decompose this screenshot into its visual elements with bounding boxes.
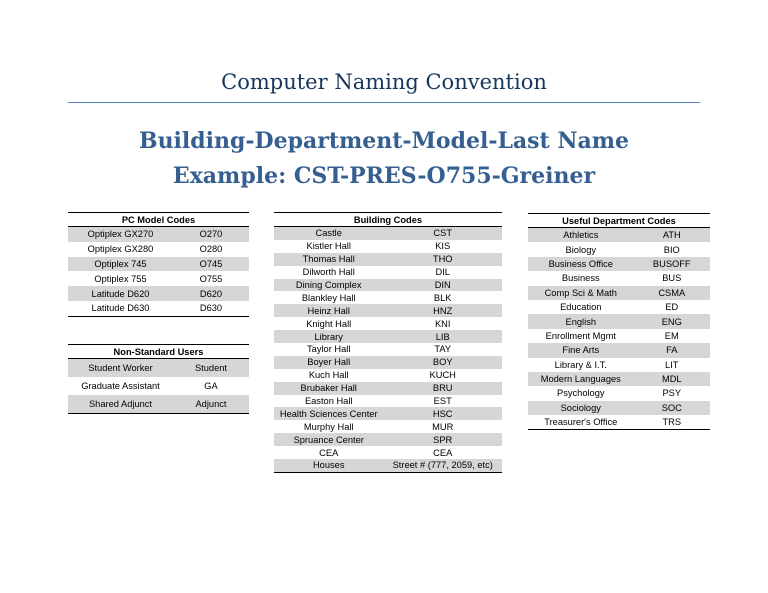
row-code: SPR <box>383 433 502 446</box>
row-code: O755 <box>199 273 223 284</box>
row-code: D630 <box>173 301 249 316</box>
row-code: LIB <box>383 330 502 343</box>
row-code: EM <box>664 330 679 341</box>
row-label: Psychology <box>557 388 605 399</box>
row-label: Athletics <box>528 228 634 243</box>
row-label: Easton Hall <box>304 396 353 407</box>
row-code: THO <box>383 253 502 266</box>
row-label: Murphy Hall <box>303 421 354 432</box>
row-label: Optiplex 745 <box>68 257 173 272</box>
row-label: Boyer Hall <box>274 356 383 369</box>
row-label: Student Worker <box>68 359 173 378</box>
row-code: FA <box>634 343 710 357</box>
row-code: ATH <box>634 228 710 243</box>
row-label: Spruance Center <box>274 433 383 446</box>
table-header: Non-Standard Users <box>68 345 249 359</box>
row-label: Business <box>561 273 600 284</box>
row-label: Taylor Hall <box>307 344 351 355</box>
row-label: Fine Arts <box>528 343 634 357</box>
row-code: ENG <box>634 314 710 328</box>
row-code: BRU <box>383 382 502 395</box>
table-row <box>274 407 502 420</box>
table-row <box>528 358 710 372</box>
row-label: Thomas Hall <box>274 253 383 266</box>
table-row <box>68 301 249 316</box>
row-code: Adjunct <box>173 395 249 414</box>
table-row <box>274 446 502 459</box>
table-row <box>274 266 502 279</box>
row-label: CEA <box>319 447 339 458</box>
table-row <box>274 369 502 382</box>
table-row <box>528 286 710 300</box>
table-row <box>528 372 710 386</box>
table-row <box>528 228 710 243</box>
row-code: CST <box>383 227 502 240</box>
table-row <box>68 286 249 301</box>
row-label: Enrollment Mgmt <box>545 330 616 341</box>
table-row <box>528 343 710 357</box>
table-row <box>528 415 710 430</box>
table-row <box>68 227 249 242</box>
table-row <box>274 240 502 253</box>
row-code: D620 <box>173 286 249 301</box>
row-code: DIL <box>435 267 450 278</box>
row-label: Modern Languages <box>528 372 634 386</box>
row-code: EST <box>433 396 452 407</box>
table-row <box>274 382 502 395</box>
table-row <box>528 242 710 256</box>
row-code: BLK <box>433 292 452 303</box>
row-label: Comp Sci & Math <box>528 286 634 300</box>
table-row <box>68 271 249 286</box>
row-label: Graduate Assistant <box>81 381 160 391</box>
table-row <box>274 433 502 446</box>
row-label: Optiplex GX270 <box>68 227 173 242</box>
building-codes-table <box>274 212 502 473</box>
row-label: Castle <box>274 227 383 240</box>
row-code: KUCH <box>429 370 456 381</box>
row-label: Dilworth Hall <box>302 267 355 278</box>
row-code: Street # (777, 2059, etc) <box>383 459 502 472</box>
table-row <box>274 395 502 408</box>
row-code: HNZ <box>383 304 502 317</box>
table-row <box>528 386 710 400</box>
naming-example-heading: Example: CST-PRES-O755-Greiner <box>172 163 596 189</box>
row-code: BIO <box>663 244 680 255</box>
row-label: Houses <box>274 459 383 472</box>
table-row <box>68 359 249 378</box>
row-code: GA <box>204 381 218 391</box>
row-code: SOC <box>634 401 710 415</box>
table-row <box>274 304 502 317</box>
row-label: Treasurer's Office <box>528 415 634 430</box>
table-row <box>274 291 502 304</box>
row-label: Latitude D620 <box>68 286 173 301</box>
row-code: TAY <box>434 344 452 355</box>
table-row <box>274 279 502 292</box>
row-code: O745 <box>173 257 249 272</box>
table-row <box>274 330 502 343</box>
row-label: Business Office <box>528 257 634 271</box>
row-code: BUSOFF <box>634 257 710 271</box>
row-label: Dining Complex <box>274 279 383 292</box>
table-row <box>274 356 502 369</box>
row-label: Latitude D630 <box>68 301 173 316</box>
title-divider <box>68 102 700 103</box>
row-code: MDL <box>634 372 710 386</box>
table-row <box>528 271 710 285</box>
table-row <box>68 395 249 414</box>
row-code: CSMA <box>634 286 710 300</box>
row-label: Biology <box>565 244 597 255</box>
table-row <box>528 314 710 328</box>
row-code: O270 <box>173 227 249 242</box>
row-code: KNI <box>434 318 451 329</box>
row-label: Education <box>560 302 602 313</box>
table-row <box>68 257 249 272</box>
row-label: Optiplex GX280 <box>87 244 154 255</box>
table-row <box>274 227 502 240</box>
row-label: Blankley Hall <box>301 292 356 303</box>
table-row <box>528 401 710 415</box>
row-label: Shared Adjunct <box>68 395 173 414</box>
row-label: Library <box>274 330 383 343</box>
row-code: MUR <box>432 421 454 432</box>
naming-format-heading: Building-Department-Model-Last Name <box>138 128 630 154</box>
table-row <box>274 343 502 356</box>
row-label: Optiplex 755 <box>94 273 147 284</box>
table-row <box>528 329 710 343</box>
row-code: TRS <box>634 415 710 430</box>
row-code: KIS <box>435 241 451 252</box>
table-row <box>528 257 710 271</box>
department-codes-table <box>528 213 710 430</box>
row-label: Heinz Hall <box>274 304 383 317</box>
table-header: PC Model Codes <box>68 213 249 227</box>
row-label: Kuch Hall <box>308 370 349 381</box>
row-code: ED <box>665 302 679 313</box>
row-code: DIN <box>383 279 502 292</box>
row-label: Health Sciences Center <box>274 407 383 420</box>
row-label: Library & I.T. <box>554 359 607 370</box>
row-code: HSC <box>383 407 502 420</box>
table-header: Building Codes <box>274 213 502 227</box>
non-standard-users-table <box>68 344 249 414</box>
row-code: BUS <box>662 273 682 284</box>
table-row <box>68 242 249 257</box>
row-code: O280 <box>199 244 223 255</box>
row-code: LIT <box>665 359 679 370</box>
row-code: PSY <box>662 388 682 399</box>
table-row <box>274 317 502 330</box>
table-row <box>274 253 502 266</box>
row-label: English <box>528 314 634 328</box>
row-label: Kistler Hall <box>306 241 351 252</box>
row-label: Knight Hall <box>306 318 352 329</box>
document-title: Computer Naming Convention <box>221 70 547 94</box>
row-code: Student <box>173 359 249 378</box>
table-row <box>274 459 502 472</box>
table-row <box>274 420 502 433</box>
table-row <box>68 377 249 395</box>
row-label: Brubaker Hall <box>274 382 383 395</box>
row-label: Sociology <box>528 401 634 415</box>
table-header: Useful Department Codes <box>528 214 710 228</box>
pc-model-codes-table <box>68 212 249 317</box>
row-code: BOY <box>383 356 502 369</box>
row-code: CEA <box>433 447 453 458</box>
table-row <box>528 300 710 314</box>
